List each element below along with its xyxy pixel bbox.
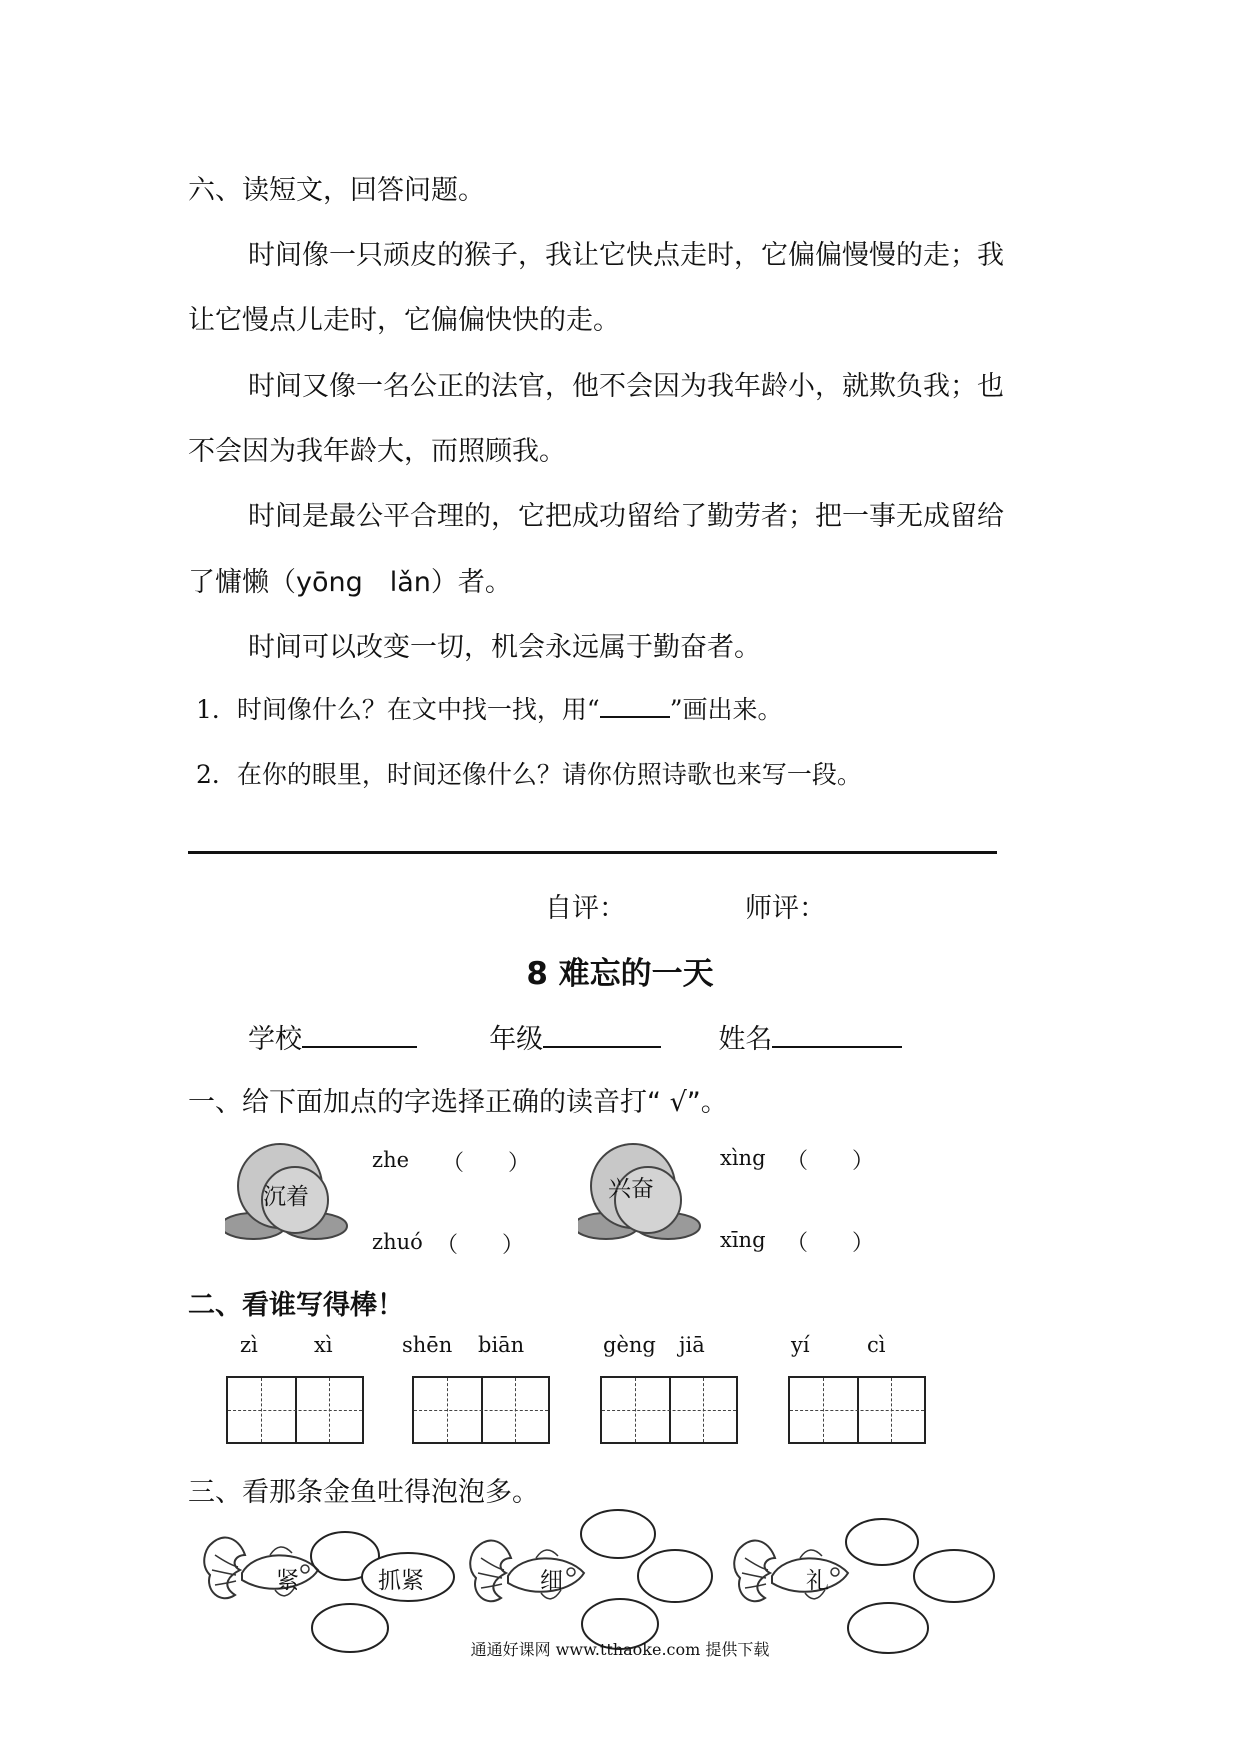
pinyin-option: zhuó xyxy=(372,1230,423,1254)
question-1-text-end: ”画出来。 xyxy=(669,695,783,724)
question-2: 2．在你的眼里，时间还像什么？请你仿照诗歌也来写一段。 xyxy=(196,760,862,789)
answer-parentheses[interactable]: （ ） xyxy=(436,1233,525,1258)
pinyin-option: zhe xyxy=(372,1148,410,1172)
flower-word: 沉着 xyxy=(263,1184,309,1210)
question-1 xyxy=(196,690,782,726)
name-label: 姓名 xyxy=(718,1024,773,1055)
part3-heading: 三、看那条金鱼吐得泡泡多。 xyxy=(188,1477,539,1508)
pinyin-label: yí xyxy=(791,1333,810,1357)
passage-line: 时间是最公平合理的，它把成功留给了勤劳者；把一事无成留给 xyxy=(248,501,1004,532)
self-evaluation-label: 自评： xyxy=(545,893,626,924)
name-field[interactable] xyxy=(772,1020,902,1048)
answer-parentheses[interactable]: （ ） xyxy=(786,1231,875,1256)
part2-heading: 二、看谁写得棒！ xyxy=(188,1290,404,1321)
pinyin-label: biān xyxy=(478,1333,525,1357)
goldfish-icon xyxy=(466,1528,596,1628)
passage-line: 时间像一只顽皮的猴子，我让它快点走时，它偏偏慢慢的走；我 xyxy=(248,240,1004,271)
pinyin-option: xīng xyxy=(720,1228,766,1252)
writing-grid[interactable] xyxy=(412,1376,550,1444)
teacher-evaluation-label: 师评： xyxy=(745,893,826,924)
grade-field[interactable] xyxy=(543,1020,661,1048)
pinyin-label: shēn xyxy=(402,1333,453,1357)
lesson-title: 8 难忘的一天 xyxy=(526,956,714,992)
pinyin-label: cì xyxy=(867,1333,886,1357)
answer-parentheses[interactable]: （ ） xyxy=(442,1151,531,1176)
fish-char: 礼 xyxy=(806,1568,829,1594)
pinyin-label: zì xyxy=(240,1333,258,1357)
passage-line: 时间又像一名公正的法官，他不会因为我年龄小，就欺负我；也 xyxy=(248,371,1004,402)
underline-sample xyxy=(600,690,670,718)
pinyin-option: xìng xyxy=(720,1146,766,1170)
footer-text: 通通好课网 www.tthaoke.com 提供下载 xyxy=(470,1640,770,1659)
pinyin-label: jiā xyxy=(679,1333,705,1357)
fish-char: 细 xyxy=(540,1568,563,1594)
writing-grid[interactable] xyxy=(788,1376,926,1444)
question-1-text: 1．时间像什么？在文中找一找，用“ xyxy=(196,695,600,724)
answer-parentheses[interactable]: （ ） xyxy=(786,1149,875,1174)
info-row xyxy=(248,1017,902,1056)
section-heading: 六、读短文，回答问题。 xyxy=(188,175,485,206)
school-label: 学校 xyxy=(248,1024,302,1055)
example-word: 抓紧 xyxy=(378,1568,424,1594)
passage-line: 让它慢点儿走时，它偏偏快快的走。 xyxy=(188,305,620,336)
part1-heading: 一、给下面加点的字选择正确的读音打“ √”。 xyxy=(188,1087,728,1118)
flower-word: 兴奋 xyxy=(608,1176,654,1202)
pinyin-label: xì xyxy=(314,1333,333,1357)
school-field[interactable] xyxy=(302,1020,417,1048)
writing-grid[interactable] xyxy=(600,1376,738,1444)
grade-label: 年级 xyxy=(489,1024,544,1055)
fish-char: 紧 xyxy=(276,1568,299,1594)
pinyin-label: gèng xyxy=(603,1333,656,1357)
writing-grid[interactable] xyxy=(226,1376,364,1444)
answer-line xyxy=(188,851,997,854)
passage-line: 时间可以改变一切，机会永远属于勤奋者。 xyxy=(248,632,761,663)
passage-line: 不会因为我年龄大，而照顾我。 xyxy=(188,436,566,467)
passage-line: 了慵懒（yōng lǎn）者。 xyxy=(188,567,512,598)
bubbles xyxy=(578,1504,718,1659)
